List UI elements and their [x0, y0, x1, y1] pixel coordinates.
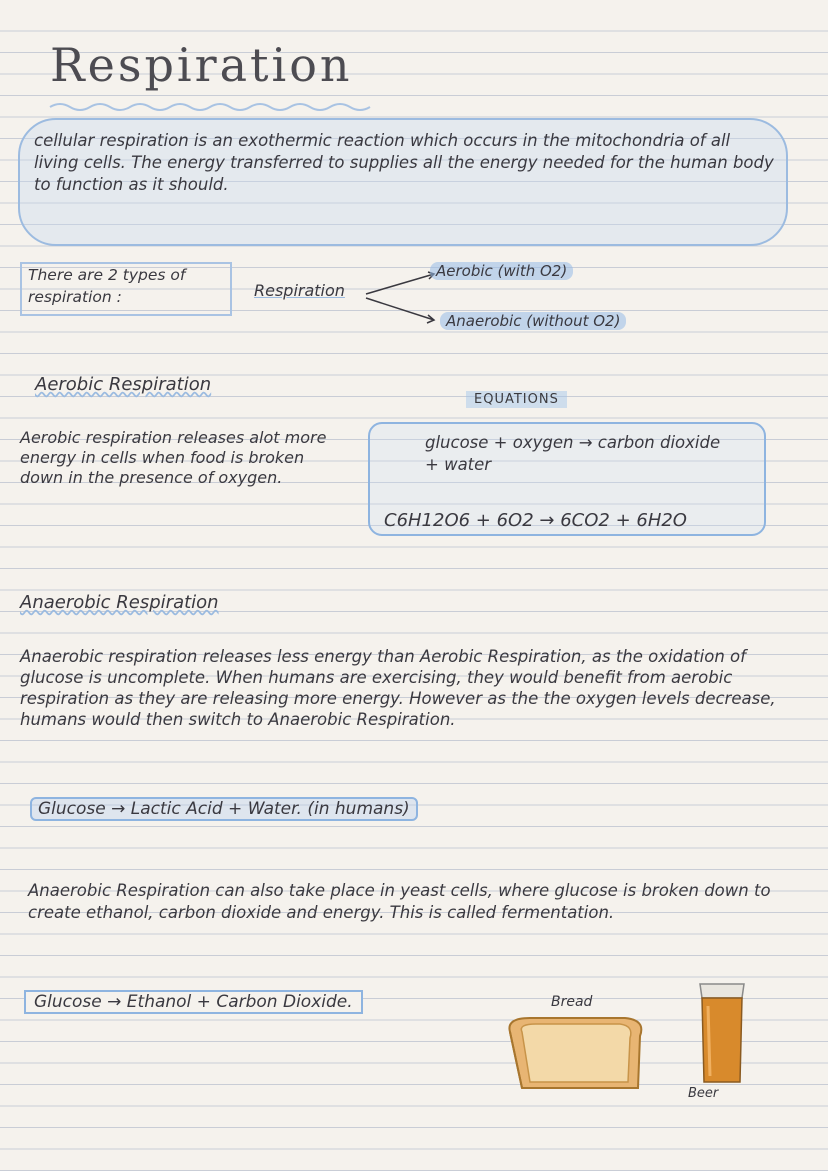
anaerobic-branch: Anaerobic (without O2): [440, 312, 626, 330]
beer-label: Beer: [688, 1086, 719, 1101]
page-title: Respiration: [50, 38, 353, 92]
title-underline: [48, 100, 378, 114]
fermentation-equation: Glucose → Ethanol + Carbon Dioxide.: [24, 990, 363, 1014]
symbol-equation: C6H12O6 + 6O2 → 6CO2 + 6H2O: [384, 510, 687, 531]
yeast-text: Anaerobic Respiration can also take place in yeast cells, where glucose is broken down to create ethanol, carbon dioxide and energy. This is called fermentation.: [28, 881, 771, 922]
aerobic-heading: Aerobic Respiration: [35, 374, 212, 395]
lactic-acid-equation: Glucose → Lactic Acid + Water. (in humans): [30, 797, 418, 821]
aerobic-branch: Aerobic (with O2): [430, 262, 573, 280]
bread-icon: [500, 1012, 650, 1094]
beer-glass-icon: [694, 976, 750, 1088]
anaerobic-heading: Anaerobic Respiration: [20, 592, 219, 613]
branch-arrows: [362, 268, 442, 328]
bread-label: Bread: [551, 994, 593, 1010]
word-equation: glucose + oxygen → carbon dioxide + water: [425, 433, 721, 474]
respiration-node: Respiration: [254, 281, 345, 300]
anaerobic-text: Anaerobic respiration releases less energy than Aerobic Respiration, as the oxidation of glucose is uncomplete. When humans are exercising, they would benefit from aerobic respiration as they are releasing more energy. However as the the oxygen levels decrease, humans would then switch to Anaerobic Respiration.: [20, 647, 776, 729]
types-note: There are 2 types of respiration :: [28, 266, 186, 306]
aerobic-text: Aerobic respiration releases alot more energy in cells when food is broken down in the presence of oxygen.: [20, 428, 327, 487]
intro-text: cellular respiration is an exothermic reaction which occurs in the mitochondria of all living cells. The energy transferred to supplies all the energy needed for the human body to function as it should.: [34, 131, 774, 194]
equations-label: EQUATIONS: [466, 391, 567, 408]
